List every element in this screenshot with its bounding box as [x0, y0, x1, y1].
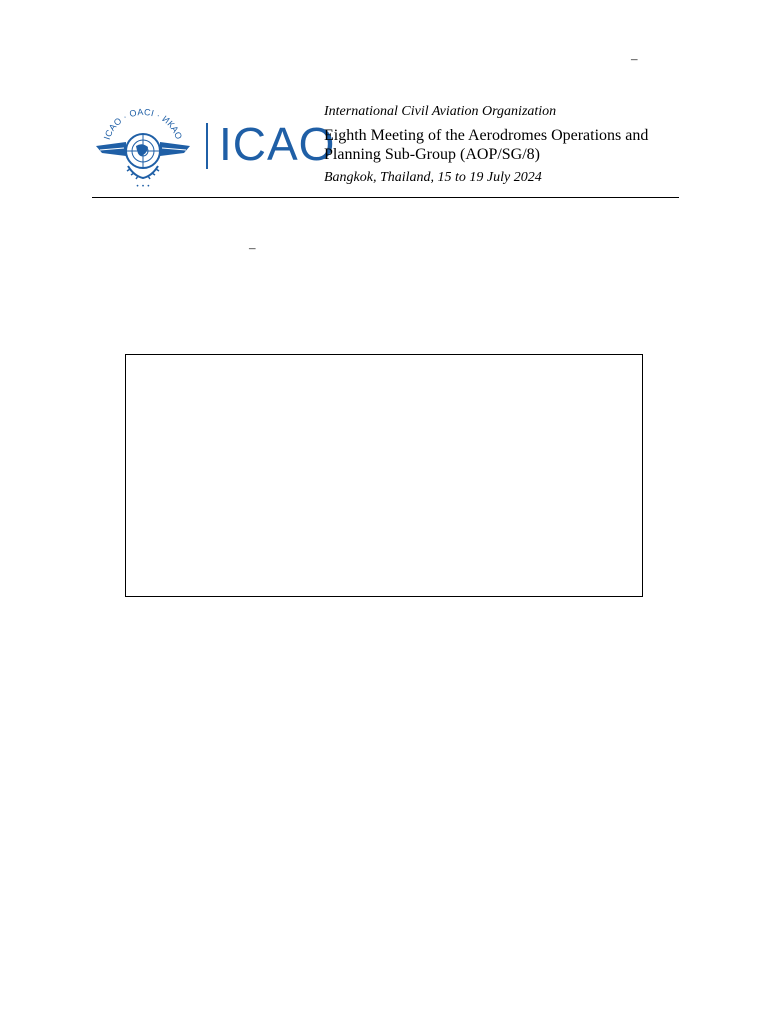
icao-wordmark: ICAO	[219, 118, 336, 170]
logo-divider	[206, 123, 208, 169]
svg-text:• • •: • • •	[135, 183, 151, 190]
emblem-lettering: ICAO · OACI · ИКАО	[101, 106, 185, 141]
meeting-title: Eighth Meeting of the Aerodromes Operations and Planning Sub-Group (AOP/SG/8)	[324, 127, 649, 163]
document-header	[92, 102, 680, 198]
header-dash: –	[631, 51, 638, 66]
icao-emblem-logo	[92, 106, 194, 190]
meeting-location-date: Bangkok, Thailand, 15 to 19 July 2024	[324, 170, 542, 185]
agenda-dash: –	[249, 240, 256, 255]
organization-name: International Civil Aviation Organization	[324, 104, 557, 119]
header-rule	[92, 197, 679, 198]
summary-box	[125, 354, 643, 597]
